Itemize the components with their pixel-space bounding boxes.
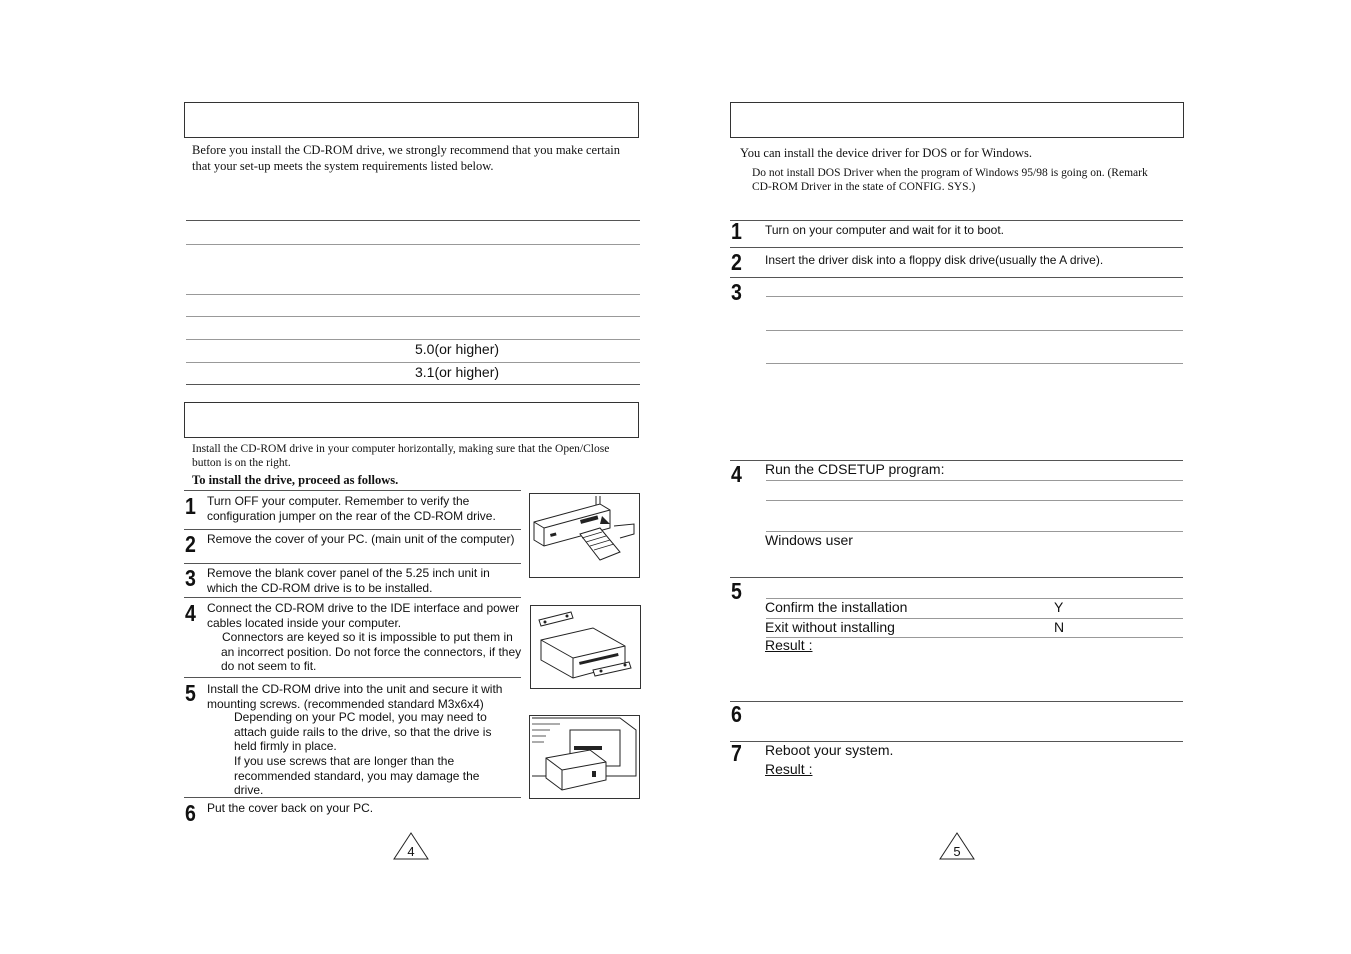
section-header-box-installation (184, 402, 639, 438)
step-number: 4 (185, 600, 196, 626)
drive-connectors-illustration (530, 605, 641, 689)
windows-user-label: Windows user (765, 532, 853, 548)
table-rule (186, 294, 640, 295)
step-note: Depending on your PC model, you may need to attach guide rails to the drive, so that the drive is held firmly in place. (234, 710, 492, 753)
step-number: 5 (185, 680, 196, 706)
requirement-value: 3.1(or higher) (415, 364, 500, 380)
step-number: 7 (731, 740, 742, 766)
step-rule (184, 677, 521, 678)
table-rule (186, 339, 640, 340)
step-note: If you use screws that are longer than the recommended standard, you may damage the drive. (234, 754, 480, 797)
step-number: 2 (731, 249, 742, 275)
step-number: 1 (731, 218, 742, 244)
step-rule (730, 277, 1183, 278)
sub-rule (766, 363, 1183, 364)
step-rule (184, 529, 521, 530)
horizontal-note: Install the CD-ROM drive in your computer horizontally, making sure that the Open/Close button is on the right. (192, 443, 610, 469)
step-text: Reboot your system. (765, 742, 894, 758)
sub-rule (766, 500, 1183, 501)
step-text: Put the cover back on your PC. (207, 801, 374, 815)
step-rule (730, 701, 1183, 702)
step-number: 3 (185, 565, 196, 591)
step-number: 6 (185, 800, 196, 826)
step-note: Connectors are keyed so it is impossible to put them in an incorrect position. Do not force the connectors, if they do not seem to fit. (221, 630, 522, 673)
section-header-box-driver (730, 102, 1184, 138)
page-number: 4 (407, 844, 415, 859)
step-text: Run the CDSETUP program: (765, 461, 945, 477)
step-number: 6 (731, 701, 742, 727)
step-number: 4 (731, 461, 742, 487)
page-number-marker (939, 832, 975, 860)
result-label: Result : (765, 761, 813, 777)
intro-paragraph: Before you install the CD-ROM drive, we strongly recommend that you make certain that your set-up meets the system requirements listed below. (192, 143, 621, 173)
requirement-value: 5.0(or higher) (415, 341, 500, 357)
step-text: Install the CD-ROM drive into the unit and secure it with mounting screws. (recommended standard M3x6x4) (207, 682, 503, 711)
table-rule (186, 362, 640, 363)
table-rule (186, 220, 640, 221)
step-text: Connect the CD-ROM drive to the IDE interface and power cables located inside your computer. (207, 601, 520, 630)
step-rule (184, 797, 521, 798)
step-rule (730, 577, 1183, 578)
sub-rule (766, 330, 1183, 331)
sub-rule (766, 296, 1183, 297)
cable-connection-illustration (529, 493, 640, 578)
step-rule (730, 220, 1183, 221)
page-number-marker (393, 832, 429, 860)
step-text: Remove the blank cover panel of the 5.25 inch unit in which the CD-ROM drive is to be installed. (207, 566, 490, 595)
driver-intro: You can install the device driver for DOS or for Windows. (740, 146, 1033, 160)
proceed-heading: To install the drive, proceed as follows. (192, 473, 399, 487)
step-rule (730, 247, 1183, 248)
table-rule (186, 244, 640, 245)
table-rule (186, 384, 640, 385)
exit-key: N (1054, 619, 1065, 635)
step-rule (184, 490, 521, 491)
step-text: Remove the cover of your PC. (main unit of the computer) (207, 532, 515, 546)
exit-option: Exit without installing (765, 619, 895, 635)
step-text: Insert the driver disk into a floppy disk drive(usually the A drive). (765, 253, 1104, 267)
step-text: Turn on your computer and wait for it to boot. (765, 223, 1005, 237)
table-rule (186, 316, 640, 317)
page-number: 5 (953, 844, 961, 859)
sub-rule (766, 480, 1183, 481)
sub-rule (766, 637, 1183, 638)
step-rule (184, 597, 521, 598)
mounting-screws-illustration (529, 715, 640, 799)
step-number: 2 (185, 531, 196, 557)
result-label: Result : (765, 637, 813, 653)
confirm-key: Y (1054, 599, 1064, 615)
step-text: Turn OFF your computer. Remember to verify the configuration jumper on the rear of the CD-ROM drive. (207, 494, 496, 523)
step-number: 3 (731, 279, 742, 305)
dos-warning: Do not install DOS Driver when the program of Windows 95/98 is going on. (Remark CD-ROM Driver in the state of CONFIG. SYS.) (752, 167, 1148, 193)
section-header-box-requirements (184, 102, 639, 138)
step-number: 1 (185, 493, 196, 519)
confirm-option: Confirm the installation (765, 599, 908, 615)
step-rule (184, 563, 521, 564)
step-number: 5 (731, 578, 742, 604)
